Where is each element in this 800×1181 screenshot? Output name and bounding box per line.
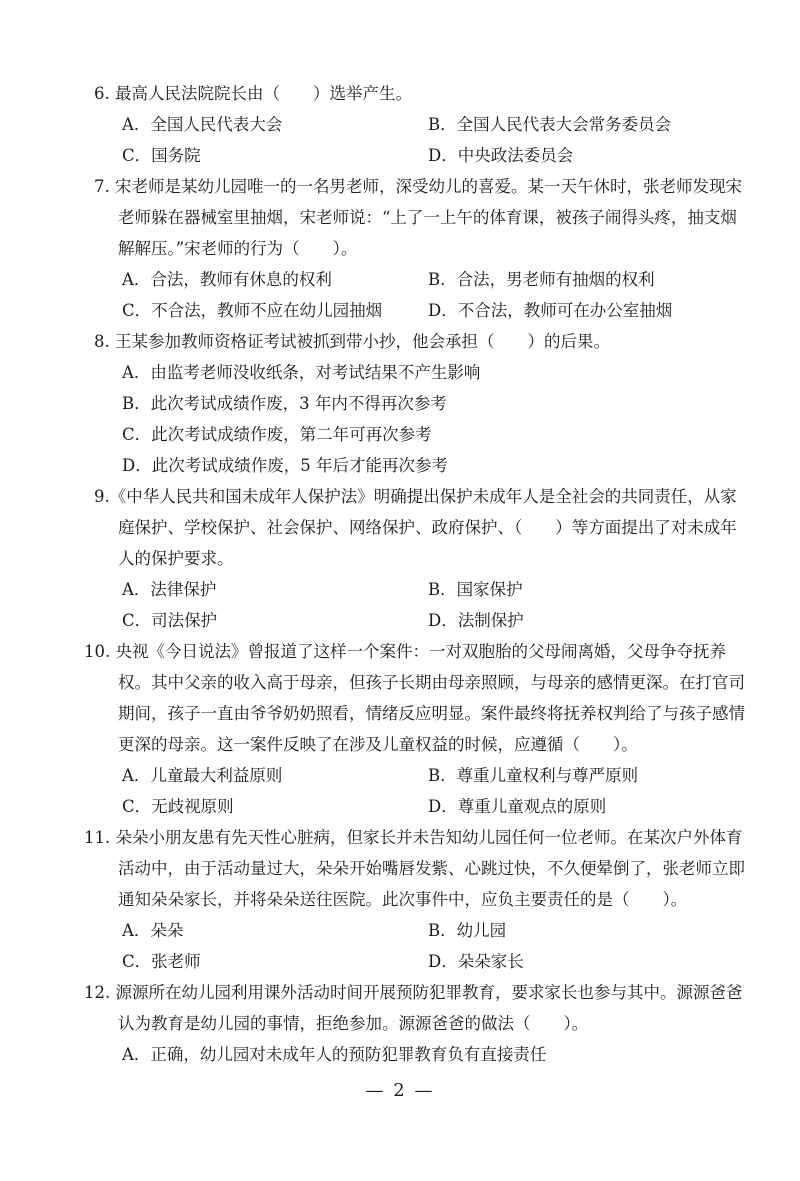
option-row <box>96 791 760 822</box>
option-c: C．不合法，教师不应在幼儿园抽烟 <box>122 301 383 320</box>
question-text-cont: 活动中，由于活动量过大，朵朵开始嘴唇发紫、心跳过快，不久便晕倒了，张老师立即 <box>118 859 745 878</box>
option-a: A．合法，教师有休息的权利 <box>122 270 332 289</box>
option-d: D．法制保护 <box>428 611 524 630</box>
question-text-cont: 更深的母亲。这一案件反映了在涉及儿童权益的时候，应遵循（ ）。 <box>118 735 638 754</box>
question-6 <box>96 78 760 171</box>
question-text: 11. 朵朵小朋友患有先天性心脏病，但家长并未告知幼儿园任何一位老师。在某次户外体育 <box>84 828 743 847</box>
page-number: — 2 — <box>365 1080 435 1101</box>
question-text: 9.《中华人民共和国未成年人保护法》明确提出保护未成年人是全社会的共同责任，从家 <box>94 487 737 506</box>
question-text-cont: 权。其中父亲的收入高于母亲，但孩子长期由母亲照顾，与母亲的感情更深。在打官司 <box>118 673 745 692</box>
question-text: 7. 宋老师是某幼儿园唯一的一名男老师，深受幼儿的喜爱。某一天午休时，张老师发现宋 <box>94 177 742 196</box>
question-7 <box>96 171 760 326</box>
option-c: C．此次考试成绩作废，第二年可再次参考 <box>122 425 432 444</box>
option-c: C．司法保护 <box>122 611 218 630</box>
option-row <box>96 109 760 140</box>
question-text-cont: 期间，孩子一直由爷爷奶奶照看，情绪反应明显。案件最终将抚养权判给了与孩子感情 <box>118 704 745 723</box>
option-b: B．国家保护 <box>428 580 523 599</box>
question-12 <box>84 977 760 1070</box>
option-row <box>96 915 760 946</box>
option-d: D．不合法，教师可在办公室抽烟 <box>428 301 673 320</box>
option-a: A．朵朵 <box>122 921 184 940</box>
question-text-cont: 庭保护、学校保护、社会保护、网络保护、政府保护、（ ）等方面提出了对未成年 <box>118 518 737 537</box>
option-a: A．由监考老师没收纸条，对考试结果不产生影响 <box>122 363 481 382</box>
option-b: B．全国人民代表大会常务委员会 <box>428 115 672 134</box>
question-text: 10. 央视《今日说法》曾报道了这样一个案件：一对双胞胎的父母闹离婚，父母争夺抚养 <box>84 642 726 661</box>
question-text: 6. 最高人民法院院长由（ ）选举产生。 <box>94 84 412 103</box>
option-b: B．合法，男老师有抽烟的权利 <box>428 270 655 289</box>
question-text-cont: 认为教育是幼儿园的事情，拒绝参加。源源爸爸的做法（ ）。 <box>118 1014 589 1033</box>
option-d: D．中央政法委员会 <box>428 146 574 165</box>
question-text-cont: 解解压。”宋老师的行为（ ）。 <box>118 239 358 258</box>
question-text: 8. 王某参加教师资格证考试被抓到带小抄，他会承担（ ）的后果。 <box>94 332 610 351</box>
question-10 <box>84 636 760 822</box>
question-8 <box>96 326 760 481</box>
question-11 <box>84 822 760 977</box>
option-c: C．张老师 <box>122 952 201 971</box>
option-row <box>96 295 760 326</box>
question-9 <box>96 481 760 636</box>
option-row <box>96 946 760 977</box>
option-row <box>96 264 760 295</box>
option-c: C．无歧视原则 <box>122 797 234 816</box>
option-d: D．尊重儿童观点的原则 <box>428 797 607 816</box>
option-b: B．尊重儿童权利与尊严原则 <box>428 766 639 785</box>
option-c: C．国务院 <box>122 146 201 165</box>
question-text: 12. 源源所在幼儿园利用课外活动时间开展预防犯罪教育，要求家长也参与其中。源源爸爸 <box>84 983 743 1002</box>
option-row <box>96 574 760 605</box>
option-a: A．法律保护 <box>122 580 217 599</box>
option-a: A．正确，幼儿园对未成年人的预防犯罪教育负有直接责任 <box>122 1045 547 1064</box>
question-text-cont: 人的保护要求。 <box>118 549 234 568</box>
option-row <box>96 605 760 636</box>
option-d: D．此次考试成绩作废，5 年后才能再次参考 <box>122 456 448 475</box>
question-text-cont: 通知朵朵家长，并将朵朵送往医院。此次事件中，应负主要责任的是（ ）。 <box>118 890 688 909</box>
option-a: A．全国人民代表大会 <box>122 115 283 134</box>
option-a: A．儿童最大利益原则 <box>122 766 283 785</box>
option-b: B．幼儿园 <box>428 921 507 940</box>
question-text-cont: 老师躲在器械室里抽烟，宋老师说：“上了一上午的体育课，被孩子闹得头疼，抽支烟 <box>118 208 737 227</box>
option-row <box>96 760 760 791</box>
option-row <box>96 140 760 171</box>
option-d: D．朵朵家长 <box>428 952 524 971</box>
option-b: B．此次考试成绩作废，3 年内不得再次参考 <box>122 394 447 413</box>
